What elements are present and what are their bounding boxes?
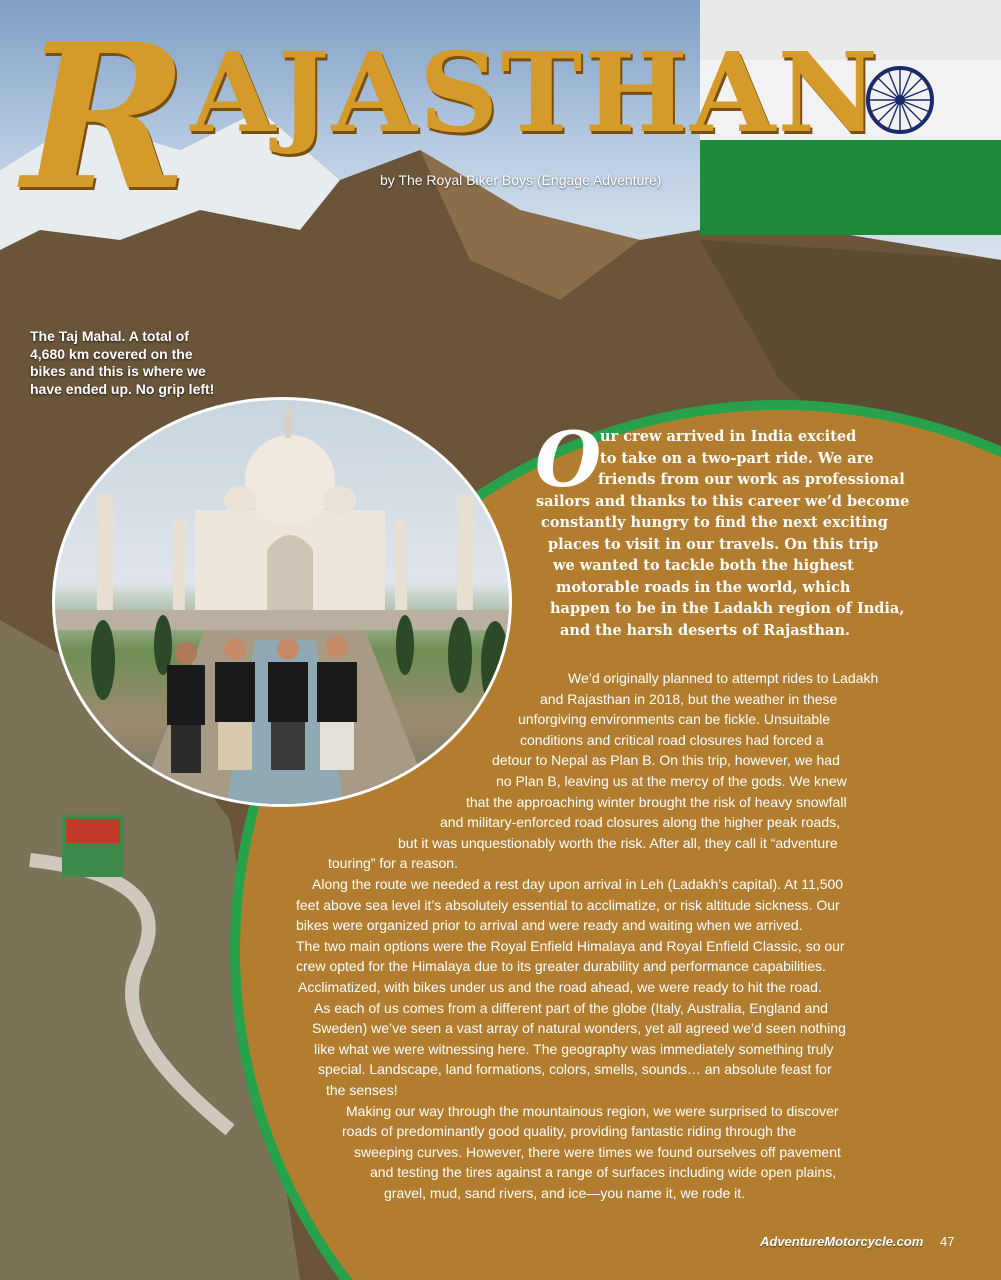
title-rest: AJASTHAN xyxy=(190,28,881,157)
page-number: 47 xyxy=(940,1234,955,1249)
body-line: roads of predominantly good quality, providing fantastic riding through the xyxy=(342,1123,797,1140)
intro-line: we wanted to tackle both the highest xyxy=(553,557,854,574)
body-line: We’d originally planned to attempt rides to Ladakh xyxy=(568,670,879,686)
body-line: but it was unquestionably worth the risk. After all, they call it “adventure xyxy=(398,834,838,851)
taj-mahal-illustration xyxy=(55,400,512,807)
intro-line: places to visit in our travels. On this trip xyxy=(548,535,879,553)
title-initial: R xyxy=(22,0,191,235)
body-line: and Rajasthan in 2018, but the weather in these xyxy=(540,690,838,707)
article-title xyxy=(22,0,881,235)
body-line: feet above sea level it’s absolutely essential to acclimatize, or risk altitude sickness. Our xyxy=(296,896,840,913)
body-line: The two main options were the Royal Enfield Himalaya and Royal Enfield Classic, so our xyxy=(296,937,845,954)
intro-line: happen to be in the Ladakh region of India, xyxy=(550,600,905,617)
body-line: no Plan B, leaving us at the mercy of the gods. We knew xyxy=(496,773,847,789)
footer-website: AdventureMotorcycle.com xyxy=(760,1234,924,1249)
body-line: like what we were witnessing here. The geography was immediately something truly xyxy=(314,1040,834,1057)
intro-line: motorable roads in the world, which xyxy=(556,578,851,596)
body-line: special. Landscape, land formations, colors, smells, sounds… an absolute feast for xyxy=(318,1061,832,1078)
body-line: touring” for a reason. xyxy=(328,855,458,872)
body-line: sweeping curves. However, there were times we found ourselves off pavement xyxy=(354,1143,841,1160)
intro-line: to take on a two-part ride. We are xyxy=(600,449,874,467)
body-line: Sweden) we’ve seen a vast array of natural wonders, yet all agreed we’d seen nothing xyxy=(312,1020,846,1037)
intro-line: constantly hungry to find the next exciting xyxy=(541,514,888,531)
intro-line: and the harsh deserts of Rajasthan. xyxy=(560,621,851,639)
body-line: Along the route we needed a rest day upon arrival in Leh (Ladakh’s capital). At 11,500 xyxy=(312,876,844,892)
body-line: that the approaching winter brought the risk of heavy snowfall xyxy=(466,793,847,810)
body-line: conditions and critical road closures had forced a xyxy=(520,731,824,748)
body-line: crew opted for the Himalaya due to its greater durability and performance capabilities. xyxy=(296,958,826,975)
body-line: gravel, mud, sand rivers, and ice—you name it, we rode it. xyxy=(384,1185,746,1201)
body-line: and testing the tires against a range of surfaces including wide open plains, xyxy=(370,1164,837,1181)
byline: by The Royal Biker Boys (Engage Adventure) xyxy=(380,172,662,188)
body-line: As each of us comes from a different part of the globe (Italy, Australia, England and xyxy=(314,999,828,1016)
body-line: and military-enforced road closures along the higher peak roads, xyxy=(440,814,841,831)
body-line: detour to Nepal as Plan B. On this trip, however, we had xyxy=(492,752,840,769)
body-line: the senses! xyxy=(326,1082,398,1098)
intro-line: friends from our work as professional xyxy=(598,471,905,488)
intro-line: sailors and thanks to this career we’d become xyxy=(536,492,910,510)
intro-dropcap: O xyxy=(535,415,602,504)
taj-mahal-photo xyxy=(52,397,512,807)
body-line: Acclimatized, with bikes under us and the road ahead, we were ready to hit the road. xyxy=(298,979,822,995)
body-line: bikes were organized prior to arrival and were ready and waiting when we arrived. xyxy=(296,917,803,934)
body-line: unforgiving environments can be fickle. Unsuitable xyxy=(518,711,831,728)
photo-caption: The Taj Mahal. A total of 4,680 km covered on the bikes and this is where we have ended up. No grip left! xyxy=(30,328,215,397)
body-line: Making our way through the mountainous region, we were surprised to discover xyxy=(346,1102,839,1119)
intro-line: ur crew arrived in India excited xyxy=(600,428,857,445)
